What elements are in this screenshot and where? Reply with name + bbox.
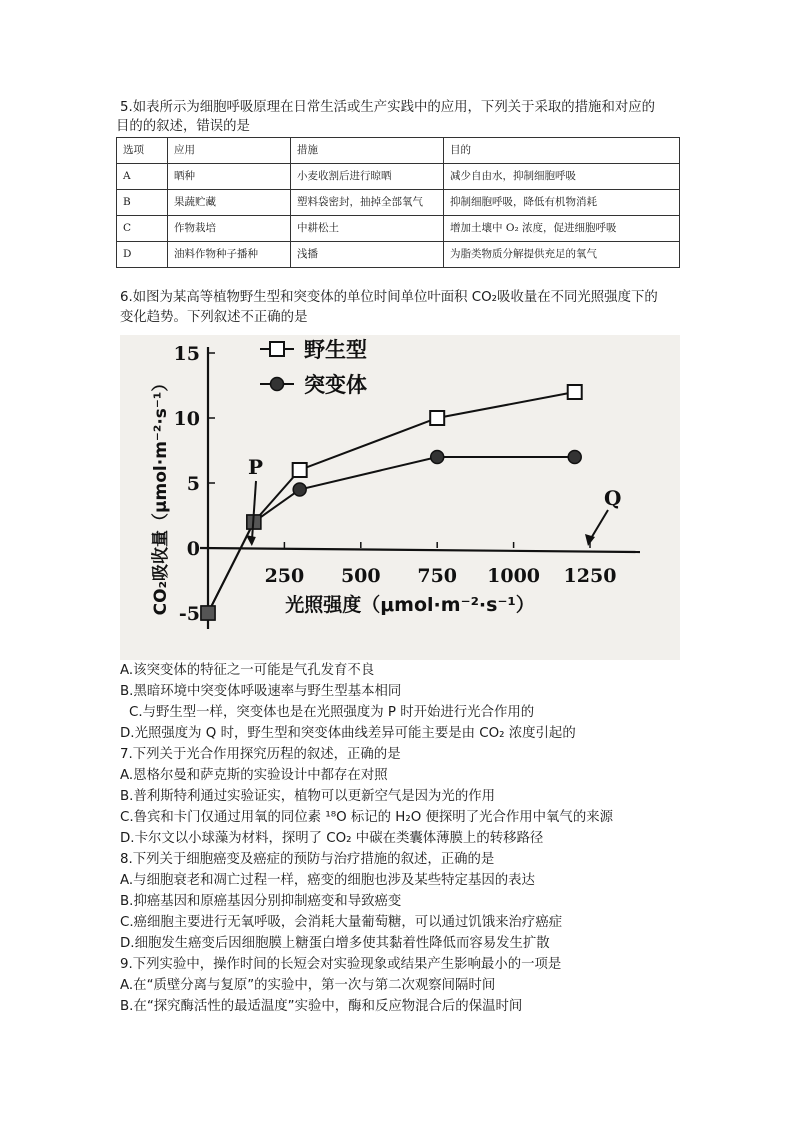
- table-row: [117, 216, 680, 242]
- q8-option-c: C.癌细胞主要进行无氧呼吸，会消耗大量葡萄糖，可以通过饥饿来治疗癌症: [120, 915, 563, 930]
- q9-option-b: B.在“探究酶活性的最适温度”实验中，酶和反应物混合后的保温时间: [120, 999, 523, 1014]
- x-tick-label: 250: [264, 565, 305, 587]
- arrow-q: [590, 510, 608, 540]
- y-tick-label: 5: [186, 473, 200, 495]
- q7-option-b: B.普利斯特利通过实验证实，植物可以更新空气是因为光的作用: [120, 789, 495, 804]
- table-cell: B: [117, 190, 168, 216]
- arrow-p: [252, 481, 256, 542]
- legend-label-wild: 野生型: [304, 338, 367, 362]
- q5-stem-line2: 目的的叙述，错误的是: [116, 119, 250, 134]
- data-point-wild: [293, 463, 307, 477]
- y-axis-label: CO₂吸收量（μmol·m⁻²·s⁻¹）: [151, 374, 171, 616]
- annotation-q: Q: [604, 486, 622, 510]
- data-point-wild: [568, 385, 582, 399]
- q6-stem-line1: 6.如图为某高等植物野生型和突变体的单位时间单位叶面积 CO₂吸收量在不同光照强度下的: [120, 290, 658, 305]
- data-point-mutant: [431, 451, 444, 464]
- annotation-p: P: [248, 455, 264, 479]
- table-cell: 晒种: [168, 164, 291, 190]
- table-cell: 作物栽培: [168, 216, 291, 242]
- chart-svg: [120, 335, 680, 660]
- table-cell: C: [117, 216, 168, 242]
- q7-option-c: C.鲁宾和卡门仅通过用氧的同位素 ¹⁸O 标记的 H₂O 便探明了光合作用中氧气的来源: [120, 810, 613, 825]
- y-tick-label: 15: [173, 343, 200, 365]
- q9-stem: 9.下列实验中，操作时间的长短会对实验现象或结果产生影响最小的一项是: [120, 957, 562, 972]
- table-cell: 为脂类物质分解提供充足的氧气: [444, 242, 680, 268]
- q7-option-d: D.卡尔文以小球藻为材料，探明了 CO₂ 中碳在类囊体薄膜上的转移路径: [120, 831, 544, 846]
- table-header-cell: 应用: [168, 138, 291, 164]
- q6-option-c: C.与野生型一样，突变体也是在光照强度为 P 时开始进行光合作用的: [129, 705, 535, 720]
- table-cell: 增加土壤中 O₂ 浓度，促进细胞呼吸: [444, 216, 680, 242]
- q5-table: [116, 137, 680, 268]
- q8-stem: 8.下列关于细胞癌变及癌症的预防与治疗措施的叙述，正确的是: [120, 852, 495, 867]
- table-cell: 减少自由水，抑制细胞呼吸: [444, 164, 680, 190]
- table-cell: D: [117, 242, 168, 268]
- series-line-2: [208, 457, 575, 613]
- y-tick-label: 0: [186, 538, 200, 560]
- table-header-cell: 目的: [444, 138, 680, 164]
- data-point-shared: [201, 606, 215, 620]
- q9-option-a: A.在“质壁分离与复原”的实验中，第一次与第二次观察间隔时间: [120, 978, 496, 993]
- q8-option-d: D.细胞发生癌变后因细胞膜上糖蛋白增多使其黏着性降低而容易发生扩散: [120, 936, 550, 951]
- q6-option-a: A.该突变体的特征之一可能是气孔发育不良: [120, 663, 375, 678]
- arrowhead-p: [246, 535, 256, 546]
- table-header-row: [117, 138, 680, 164]
- table-cell: 抑制细胞呼吸，降低有机物消耗: [444, 190, 680, 216]
- y-tick-label: 10: [173, 408, 200, 430]
- legend-marker-wild: [270, 342, 284, 356]
- q8-option-b: B.抑癌基因和原癌基因分别抑制癌变和导致癌变: [120, 894, 402, 909]
- q8-option-a: A.与细胞衰老和凋亡过程一样，癌变的细胞也涉及某些特定基因的表达: [120, 873, 535, 888]
- table-cell: 中耕松土: [291, 216, 444, 242]
- table-cell: 塑料袋密封，抽掉全部氧气: [291, 190, 444, 216]
- table-cell: 油料作物种子播种: [168, 242, 291, 268]
- table-row: [117, 190, 680, 216]
- x-tick-label: 500: [340, 565, 381, 587]
- x-tick-label: 750: [417, 565, 458, 587]
- data-point-mutant: [568, 451, 581, 464]
- table-cell: 小麦收割后进行晾晒: [291, 164, 444, 190]
- q5-stem-line1: 5.如表所示为细胞呼吸原理在日常生活或生产实践中的应用，下列关于采取的措施和对应的: [120, 100, 656, 115]
- legend-label-mutant: 突变体: [304, 373, 367, 397]
- table-header-cell: 选项: [117, 138, 168, 164]
- x-axis: [200, 548, 640, 552]
- x-tick-label: 1250: [563, 565, 617, 587]
- y-tick-label: -5: [178, 603, 200, 625]
- x-tick-label: 1000: [487, 565, 541, 587]
- table-cell: 果蔬贮藏: [168, 190, 291, 216]
- table-row: [117, 242, 680, 268]
- table-row: [117, 164, 680, 190]
- q6-option-b: B.黑暗环境中突变体呼吸速率与野生型基本相同: [120, 684, 402, 699]
- table-header-cell: 措施: [291, 138, 444, 164]
- q7-option-a: A.恩格尔曼和萨克斯的实验设计中都存在对照: [120, 768, 388, 783]
- table-cell: 浅播: [291, 242, 444, 268]
- legend-marker-mutant: [271, 378, 284, 391]
- q6-option-d: D.光照强度为 Q 时，野生型和突变体曲线差异可能主要是由 CO₂ 浓度引起的: [120, 726, 576, 741]
- x-axis-label: 光照强度（μmol·m⁻²·s⁻¹）: [285, 594, 535, 616]
- q6-stem-line2: 变化趋势。下列叙述不正确的是: [120, 310, 308, 325]
- table-cell: A: [117, 164, 168, 190]
- data-point-wild: [430, 411, 444, 425]
- data-point-mutant: [293, 483, 306, 496]
- co2-chart: [120, 335, 680, 660]
- q7-stem: 7.下列关于光合作用探究历程的叙述，正确的是: [120, 747, 401, 762]
